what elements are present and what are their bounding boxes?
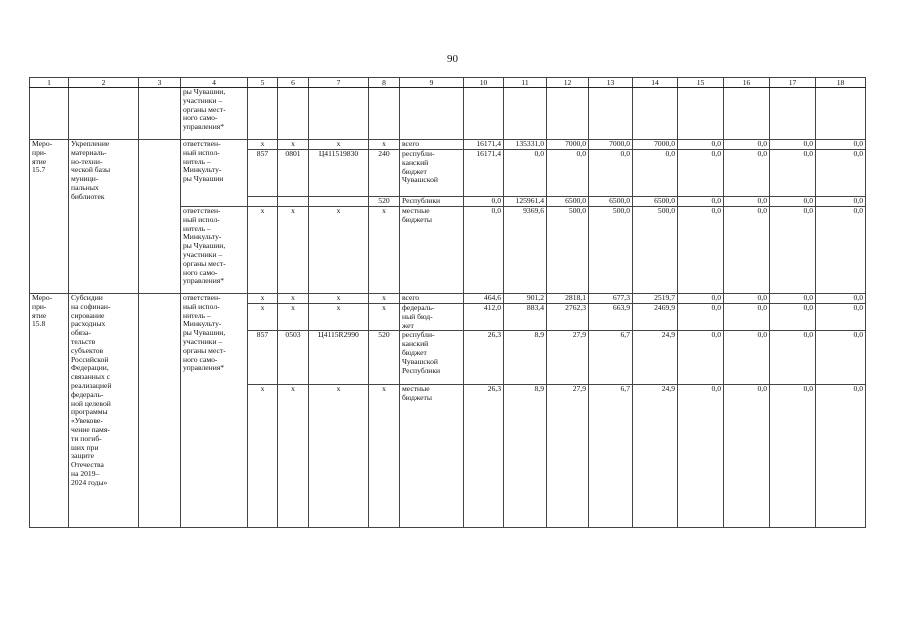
value-cell: 0,0 — [816, 304, 866, 331]
value-cell: 0,0 — [724, 140, 770, 150]
value-cell: 27,9 — [547, 331, 589, 385]
value-cell: 24,9 — [633, 385, 678, 528]
executor-cell: ры Чувашии, участники – органы мест- ного само- управления* — [181, 88, 248, 140]
code-cell: x — [278, 207, 309, 294]
header-row — [30, 78, 866, 88]
code-cell: x — [248, 385, 278, 528]
value-cell: 0,0 — [816, 294, 866, 304]
value-cell: 500,0 — [633, 207, 678, 294]
value-cell: 0,0 — [547, 150, 589, 197]
column-header: 2 — [69, 78, 139, 88]
code-cell: x — [248, 304, 278, 331]
column-header: 11 — [504, 78, 547, 88]
value-cell: 0,0 — [724, 207, 770, 294]
executor-cell: ответствен- ный испол- нитель – Минкульту- ры Чувашии, участники – органы мест- ного само- управления* — [181, 294, 248, 528]
code-cell: 0801 — [278, 150, 309, 197]
value-cell: 125961,4 — [504, 197, 547, 207]
continued-row — [30, 88, 866, 140]
value-cell: 8,9 — [504, 385, 547, 528]
column-header: 3 — [139, 78, 181, 88]
value-cell: 0,0 — [678, 207, 724, 294]
value-cell: 0,0 — [504, 150, 547, 197]
page-number: 90 — [447, 53, 458, 65]
column-header: 1 — [30, 78, 69, 88]
value-cell: 0,0 — [770, 140, 816, 150]
value-cell: 0,0 — [724, 150, 770, 197]
code-cell: 520 — [369, 331, 400, 385]
value-cell: 0,0 — [816, 331, 866, 385]
value-cell: 7000,0 — [633, 140, 678, 150]
value-cell: 6,7 — [589, 331, 633, 385]
value-cell: 0,0 — [724, 304, 770, 331]
column-header: 7 — [309, 78, 369, 88]
value-cell: 0,0 — [678, 385, 724, 528]
code-cell: x — [369, 304, 400, 331]
code-cell: x — [248, 294, 278, 304]
funding-source: местные бюджеты — [400, 385, 464, 528]
value-cell: 0,0 — [678, 140, 724, 150]
value-cell: 0,0 — [770, 294, 816, 304]
value-cell: 26,3 — [464, 331, 504, 385]
value-cell: 0,0 — [724, 385, 770, 528]
column-header: 6 — [278, 78, 309, 88]
value-cell: 16171,4 — [464, 140, 504, 150]
value-cell: 500,0 — [589, 207, 633, 294]
value-cell: 7000,0 — [589, 140, 633, 150]
funding-source: всего — [400, 294, 464, 304]
column-header: 15 — [678, 78, 724, 88]
value-cell: 0,0 — [816, 150, 866, 197]
value-cell: 6500,0 — [633, 197, 678, 207]
funding-source: республи- канский бюджет Чувашской — [400, 150, 464, 197]
value-cell: 0,0 — [816, 197, 866, 207]
funding-source: республи- канский бюджет Чувашской Республики — [400, 331, 464, 385]
column-header: 13 — [589, 78, 633, 88]
column-header: 10 — [464, 78, 504, 88]
value-cell: 0,0 — [678, 294, 724, 304]
funding-source: всего — [400, 140, 464, 150]
code-cell: x — [369, 385, 400, 528]
value-cell: 135331,0 — [504, 140, 547, 150]
table-row — [30, 294, 866, 304]
code-cell: x — [248, 140, 278, 150]
code-cell: Ц411519830 — [309, 150, 369, 197]
code-cell: x — [278, 304, 309, 331]
value-cell: 7000,0 — [547, 140, 589, 150]
value-cell: 677,3 — [589, 294, 633, 304]
code-cell: Ц4115R2990 — [309, 331, 369, 385]
value-cell: 2519,7 — [633, 294, 678, 304]
measure-name: Укрепление материаль- но-техни- ческой базы муници- пальных библиотек — [69, 140, 139, 294]
code-cell: x — [278, 294, 309, 304]
budget-table — [29, 77, 866, 528]
value-cell: 0,0 — [816, 385, 866, 528]
value-cell: 0,0 — [464, 207, 504, 294]
value-cell: 8,9 — [504, 331, 547, 385]
empty-cell — [139, 140, 181, 294]
value-cell: 0,0 — [589, 150, 633, 197]
column-header: 9 — [400, 78, 464, 88]
value-cell: 9369,6 — [504, 207, 547, 294]
value-cell: 0,0 — [770, 331, 816, 385]
code-cell: x — [309, 294, 369, 304]
column-header: 8 — [369, 78, 400, 88]
column-header: 12 — [547, 78, 589, 88]
code-cell: x — [369, 207, 400, 294]
column-header: 14 — [633, 78, 678, 88]
value-cell: 0,0 — [678, 304, 724, 331]
code-cell: x — [369, 140, 400, 150]
value-cell: 0,0 — [678, 197, 724, 207]
value-cell: 0,0 — [724, 197, 770, 207]
code-cell: x — [278, 385, 309, 528]
funding-source: Республики — [400, 197, 464, 207]
value-cell: 24,9 — [633, 331, 678, 385]
code-cell: x — [309, 304, 369, 331]
value-cell: 0,0 — [770, 385, 816, 528]
value-cell: 0,0 — [678, 331, 724, 385]
code-cell: x — [309, 385, 369, 528]
measure-label: Меро- при- ятие 15.7 — [30, 140, 69, 294]
value-cell: 2469,9 — [633, 304, 678, 331]
value-cell: 0,0 — [770, 207, 816, 294]
executor-cell: ответствен- ный испол- нитель – Минкульту- ры Чувашии, участники – органы мест- ного само- управления* — [181, 207, 248, 294]
value-cell: 0,0 — [633, 150, 678, 197]
empty-cell — [139, 294, 181, 528]
value-cell: 663,9 — [589, 304, 633, 331]
column-header: 16 — [724, 78, 770, 88]
value-cell: 0,0 — [816, 207, 866, 294]
value-cell: 883,4 — [504, 304, 547, 331]
code-cell — [278, 197, 309, 207]
measure-name: Субсидии на софинан- сирование расходных обяза- тельств субъектов Российской Федерации, связанных с реализацией федераль- ной целевой программы «Увекове- чение памя- ти погиб- ших при защите Отечества на 2019– 2024 годы» — [69, 294, 139, 528]
value-cell: 26,3 — [464, 385, 504, 528]
code-cell: x — [309, 140, 369, 150]
value-cell: 0,0 — [770, 197, 816, 207]
code-cell: 857 — [248, 150, 278, 197]
table-row — [30, 140, 866, 150]
code-cell: x — [309, 207, 369, 294]
code-cell: 520 — [369, 197, 400, 207]
code-cell: x — [248, 207, 278, 294]
code-cell: 240 — [369, 150, 400, 197]
value-cell: 0,0 — [464, 197, 504, 207]
value-cell: 0,0 — [770, 304, 816, 331]
value-cell: 0,0 — [770, 150, 816, 197]
value-cell: 464,6 — [464, 294, 504, 304]
column-header: 17 — [770, 78, 816, 88]
code-cell: 857 — [248, 331, 278, 385]
value-cell: 0,0 — [678, 150, 724, 197]
value-cell: 901,2 — [504, 294, 547, 304]
code-cell: x — [369, 294, 400, 304]
value-cell: 0,0 — [724, 331, 770, 385]
value-cell: 500,0 — [547, 207, 589, 294]
value-cell: 6500,0 — [547, 197, 589, 207]
code-cell — [309, 197, 369, 207]
measure-label: Меро- при- ятие 15.8 — [30, 294, 69, 528]
funding-source: федераль- ный бюд- жет — [400, 304, 464, 331]
column-header: 5 — [248, 78, 278, 88]
value-cell: 0,0 — [816, 140, 866, 150]
funding-source: местные бюджеты — [400, 207, 464, 294]
value-cell: 2762,3 — [547, 304, 589, 331]
value-cell: 16171,4 — [464, 150, 504, 197]
code-cell: x — [278, 140, 309, 150]
code-cell — [248, 197, 278, 207]
code-cell: 0503 — [278, 331, 309, 385]
column-header: 18 — [816, 78, 866, 88]
value-cell: 412,0 — [464, 304, 504, 331]
value-cell: 0,0 — [724, 294, 770, 304]
value-cell: 27,9 — [547, 385, 589, 528]
value-cell: 6,7 — [589, 385, 633, 528]
value-cell: 2818,1 — [547, 294, 589, 304]
column-header: 4 — [181, 78, 248, 88]
value-cell: 6500,0 — [589, 197, 633, 207]
executor-cell: ответствен- ный испол- нитель – Минкульту- ры Чувашии — [181, 140, 248, 207]
